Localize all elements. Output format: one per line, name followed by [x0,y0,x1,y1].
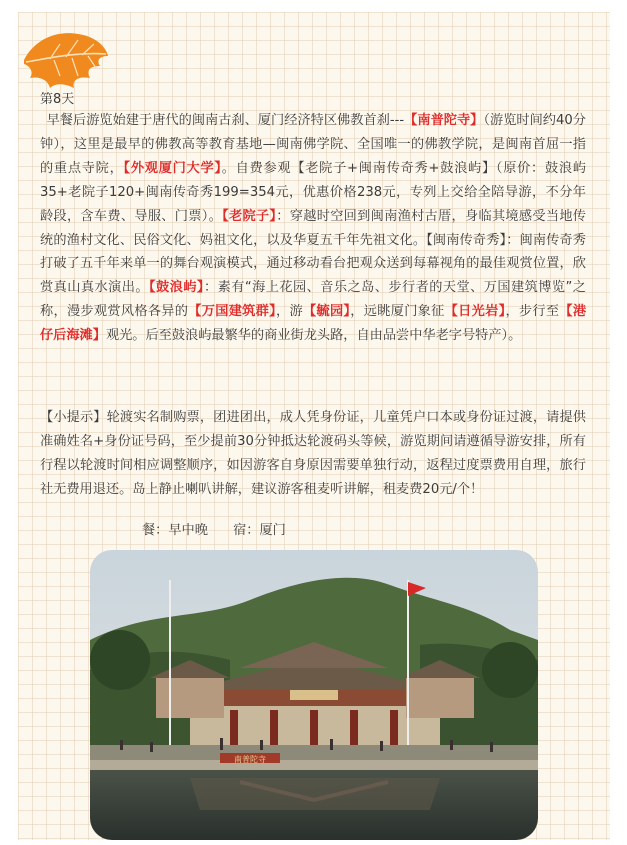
itinerary-card [18,12,610,840]
day-heading: 第8天 [40,92,75,107]
tip-paragraph: 【小提示】轮渡实名制购票，团进团出，成人凭身份证，儿童凭户口本或身份证过渡，请提供准确姓名+身份证号码，至少提前30分钟抵达轮渡码头等候，游览期间请遵循导游安排，所有行程以轮渡时间相应调整顺序，如因游客自身原因需要单独行动，返程过度票费用自理，旅行社无费用退还。岛上静止喇叭讲解，建议游客租麦听讲解，租麦费20元/个！ [40,410,586,497]
lodging-text: 宿：厦门 [233,523,286,538]
meals-lodging [142,519,286,538]
temple-photo [90,550,538,840]
autumn-leaf-icon [20,22,110,92]
highlight-architecture: 【万国建筑群】 [188,304,277,320]
itinerary-paragraph: 早餐后游览始建于唐代的闽南古刹、厦门经济特区佛教首刹---【南普陀寺】（游览时间约40分钟），这里是最早的佛教高等教育基地—闽南佛学院、全国唯一的佛教学院，是闽南首屈一指的重点寺院，【外观厦门大学】。自费参观【老院子+闽南传奇秀+鼓浪屿】（原价：鼓浪屿35+老院子120+闽南传奇秀199=354元，优惠价格238元，专列上交给全陪导游，不分年龄段，含车费、导服、门票）。【老院子】：穿越时空回到闽南渔村古厝，身临其境感受当地传统的渔村文化、民俗文化、妈祖文化，以及华夏五千年先祖文化。【闽南传奇秀】：闽南传奇秀打破了五千年来单一的舞台观演模式，通过移动看台把观众送到每幕视角的最佳观赏位置，欣赏真山真水演出。【鼓浪屿】：素有“海上花园、音乐之岛、步行者的天堂、万国建筑博览”之称，漫步观赏风格各异的【万国建筑群】，游【毓园】，远眺厦门象征【日光岩】，步行至【港仔后海滩】观光。后至鼓浪屿最繁华的商业街龙头路，自由品尝中华老字号特产）。 [40,113,587,344]
meals-text: 餐：早中晚 [142,523,208,538]
highlight-beach: 【港仔后海滩】 [40,304,587,344]
highlight-sunlight-rock: 【日光岩】 [444,304,506,320]
highlight-nanputuo: 【南普陀寺】 [404,113,484,128]
highlight-xiamen-university: 【外观厦门大学】 [123,160,222,176]
highlight-old-courtyard: 【老院子】 [222,208,277,224]
highlight-yuyuan: 【毓园】 [302,304,351,320]
temple-sign: 南普陀寺 [234,755,266,764]
highlight-gulangyu: 【鼓浪屿】 [149,280,204,296]
